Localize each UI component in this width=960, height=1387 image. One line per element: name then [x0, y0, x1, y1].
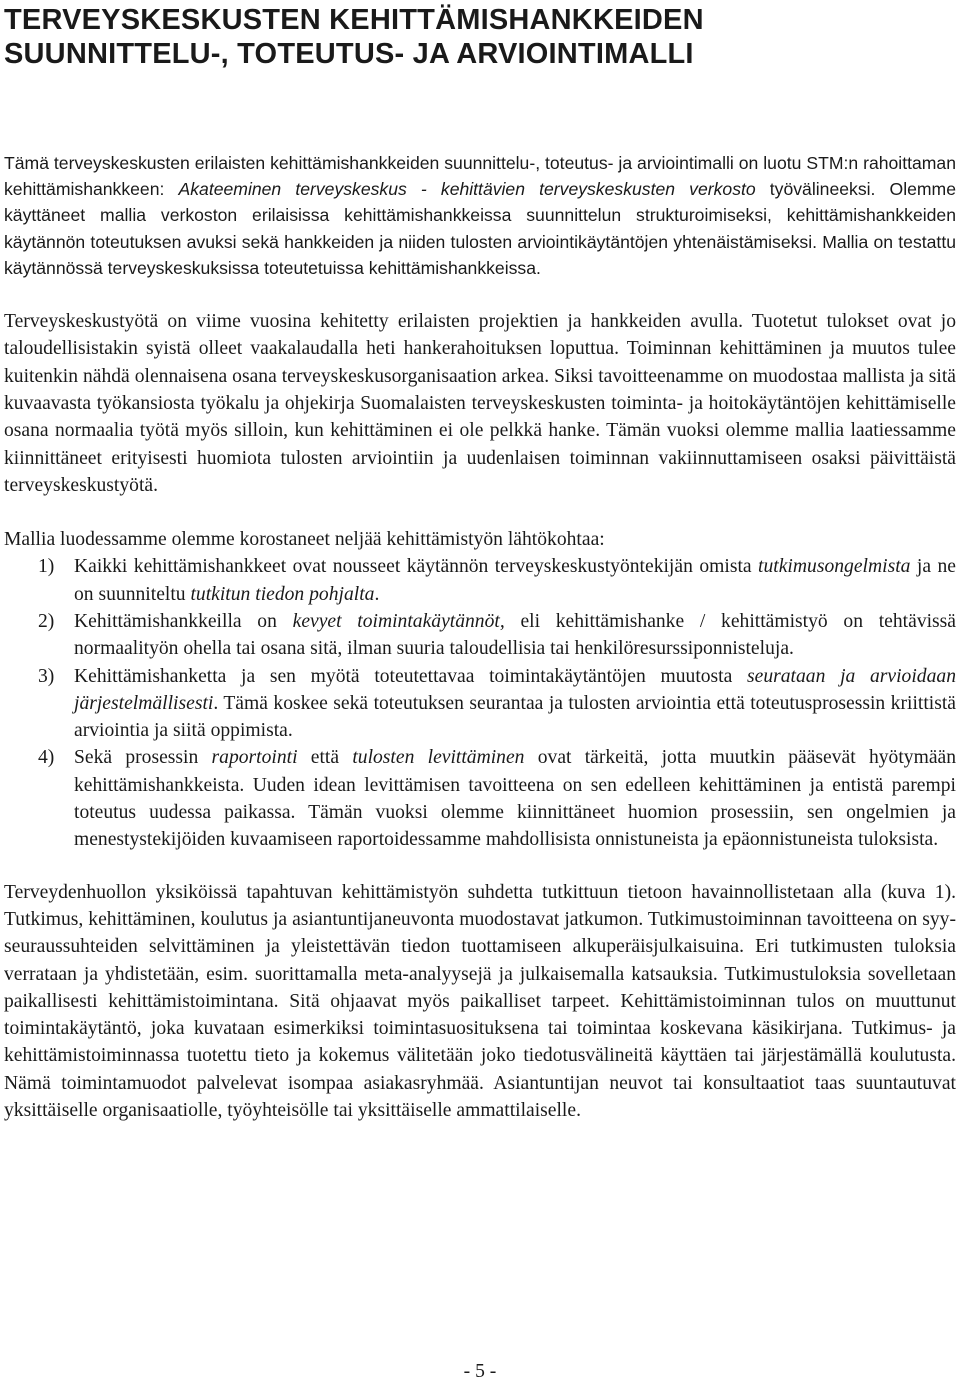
list-item-text: Kehittämishanketta ja sen myötä toteutettavaa toimintakäytäntöjen muutosta — [74, 665, 748, 687]
list-item-number: 4) — [38, 747, 55, 769]
list-item-emphasis: kevyet toimintakäytännöt, — [292, 610, 505, 632]
list-item-text: ja ne on suunniteltu — [74, 556, 956, 605]
list-item — [4, 744, 956, 853]
list-item-emphasis: tulosten levittäminen — [352, 747, 525, 769]
list-item-text: eli kehittämishanke / kehittämistyö on tehtävissä normaalityön ohella tai osana sitä, ilman suuria taloudellisia tai henkilöresurssiponnisteluja. — [74, 610, 957, 660]
paragraph-2: Terveyskeskustyötä on viime vuosina kehitetty erilaisten projektien ja hankkeiden avulla. Tuotetut tulokset ovat jo taloudellisistakin syistä olleet vaakalaudalla heti hankerahoituksen loputtua. Toiminnan kehittäminen ja muutos tulee kuitenkin nähdä olennaisena osana terveyskeskusorganisaation arkea. Siksi tavoitteenamme on muodostaa mallista ja sitä kuvaavasta työkansiosta työkalu ja ohjekirja Suomalaisten terveyskeskusten toiminta- ja hoitokäytäntöjen kehittämiselle osana normaalia työtä myös silloin, kun kehittäminen ei ole pelkkä hanke. Tämän vuoksi olemme mallia laatiessamme kiinnittäneet erityisesti huomiota tulosten arviointiin ja uudenlaisen toiminnan vakiinnuttamiseen osaksi päivittäistä terveyskeskustyötä. — [4, 311, 956, 496]
list-item-number: 3) — [38, 665, 55, 687]
intro-text-2: työvälineeksi. Olemme käyttäneet mallia verkoston erilaisissa kehittämishankkeissa suunnittelun strukturoimiseksi, kehittämishankkeiden käytännön toteutuksen avuksi sekä hankkeiden ja niiden tulosten arviointikäytäntöjen yhtenäistämiseksi. Mallia on testattu käytännössä terveyskeskuksissa toteutetuissa kehittämishankkeissa. — [4, 179, 957, 278]
document-page — [4, 0, 956, 1124]
paragraph-3-intro: Mallia luodessamme olemme korostaneet neljää kehittämistyön lähtökohtaa: — [4, 529, 605, 551]
list-item-number: 1) — [38, 556, 55, 578]
title-line-2: SUUNNITTELU-, TOTEUTUS- JA ARVIOINTIMALLI — [4, 38, 694, 70]
list-item-text: Kehittämishankkeilla on — [74, 610, 293, 632]
list-item-emphasis: seurataan ja arvioidaan järjestelmällisesti — [74, 665, 956, 714]
list-item-text: . — [374, 583, 380, 605]
list-item-emphasis: tutkimusongelmista — [758, 556, 911, 578]
page-number: - 5 - — [463, 1361, 497, 1382]
list-item-text: . Tämä koskee sekä toteutuksen seurantaa ja tulosten arviointia että toteutusprosessin kriittistä arviointia ja siitä oppimista. — [74, 692, 956, 742]
intro-project-name: Akateeminen terveyskeskus - kehittävien terveyskeskusten verkosto — [178, 179, 756, 200]
list-item-text: ovat tärkeitä, jotta muutkin pääsevät hyötymään kehittämishankkeista. Uuden idean levittämisen tavoitteena on sen edelleen kehittäminen ja entistä parempi toteutus uudessa paikassa. Tämän vuoksi olemme kiinnittäneet huomion prosessiin, sen ongelmien ja menestystekijöiden kuvaamiseen raportoidessamme mahdollisista onnistuneista ja epäonnistuneista tuloksista. — [74, 747, 957, 851]
list-item — [4, 663, 956, 745]
document-title — [4, 0, 956, 71]
list-item-number: 2) — [38, 610, 55, 632]
starting-points-list — [4, 553, 956, 853]
list-item-text: Sekä prosessin — [74, 747, 212, 769]
list-item-text: että — [297, 747, 353, 769]
paragraph-3 — [4, 526, 956, 854]
paragraph-4: Terveydenhuollon yksiköissä tapahtuvan kehittämistyön suhdetta tutkittuun tietoon havainnollistetaan alla (kuva 1). Tutkimus, kehittäminen, koulutus ja asiantuntijaneuvonta muodostavat jatkumon. Tutkimustoiminnan tavoitteena on syy-seuraussuhteiden selvittäminen ja yleistettävän tiedon tuottamiseen alkuperäisjulkaisuina. Eri tutkimusten tuloksia verrataan ja yhdistetään, esim. suorittamalla meta-analyysejä ja julkaisemalla katsauksia. Tutkimustuloksia sovelletaan paikallisesti kehittämistoimintana. Sitä ohjaavat myös paikalliset tarpeet. Kehittämistoiminnan tulos on muuttunut toimintakäytäntö, joka kuvataan esimerkiksi toimintasuosituksena tai toimintaa koskevana käsikirjana. Tutkimus- ja kehittämistoiminnassa tuotettu tieto ja kokemus välitetään joko tiedotusvälineitä käyttäen tai järjestämällä koulutusta. Nämä toimintamuodot palvelevat isompaa asiakasryhmää. Asiantuntijan neuvot tai konsultaatiot taas suuntautuvat yksittäiselle organisaatiolle, työyhteisölle tai yksittäiselle ammattilaiselle. — [4, 881, 956, 1122]
list-item-emphasis: raportointi — [211, 747, 298, 769]
intro-paragraph — [4, 150, 956, 281]
intro-text-1: Tämä terveyskeskusten erilaisten kehittämishankkeiden suunnittelu-, toteutus- ja arviointimalli on luotu STM:n rahoittaman kehittämishankkeen: — [4, 153, 956, 200]
list-item-text: Kaikki kehittämishankkeet ovat nousseet käytännön terveyskeskustyöntekijän omista — [74, 556, 759, 578]
list-item — [4, 553, 956, 608]
list-item-emphasis: tutkitun tiedon pohjalta — [190, 583, 375, 605]
title-line-1: TERVEYSKESKUSTEN KEHITTÄMISHANKKEIDEN — [4, 4, 704, 36]
list-item — [4, 608, 956, 663]
